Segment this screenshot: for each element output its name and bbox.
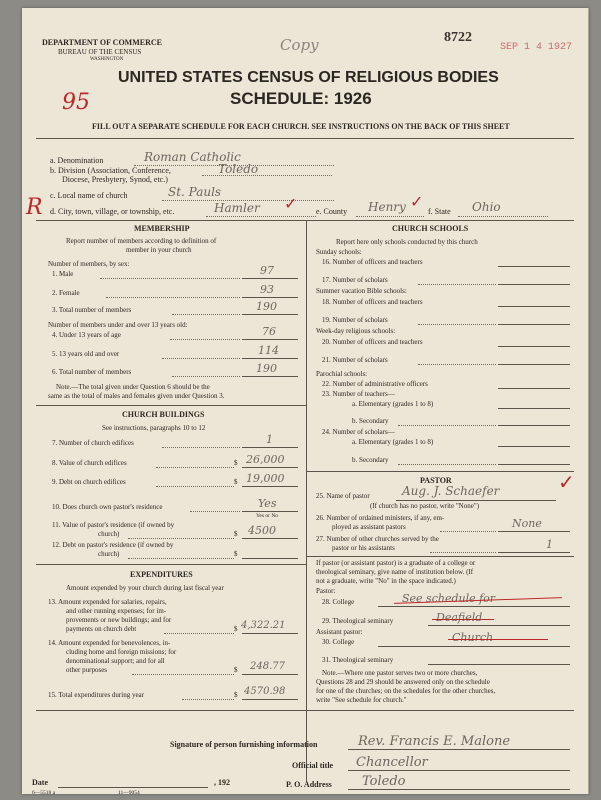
q11-answer-line bbox=[242, 538, 298, 539]
q19-leader bbox=[418, 324, 496, 325]
q6-answer-line bbox=[242, 376, 298, 377]
general-instruction: FILL OUT A SEPARATE SCHEDULE FOR EACH CHURCH. SEE INSTRUCTIONS ON THE BACK OF THIS SHEET bbox=[92, 122, 510, 131]
q25-value: Aug. J. Schaefer bbox=[402, 484, 500, 498]
received-date-stamp: SEP 1 4 1927 bbox=[500, 42, 573, 53]
membership-sub-1: Report number of members according to definition of bbox=[66, 237, 217, 245]
q11-dollar: $ bbox=[234, 530, 238, 538]
check-mark-pastor: ✓ bbox=[558, 472, 575, 494]
q23b-leader bbox=[398, 425, 496, 426]
city-town-label: d. City, town, village, or township, etc. bbox=[50, 207, 175, 216]
q8-label: 8. Value of church edifices bbox=[52, 459, 127, 467]
q15-label: 15. Total expenditures during year bbox=[48, 691, 144, 699]
q1-label: 1. Male bbox=[52, 270, 74, 278]
q21-leader bbox=[418, 364, 496, 365]
age-head-label: Number of members under and over 13 years old: bbox=[48, 321, 188, 329]
pastor-note-3: for one of the churches; on the schedules for the other churches, bbox=[316, 687, 496, 695]
membership-bottom-rule bbox=[36, 405, 306, 406]
q10-label: 10. Does church own pastor's residence bbox=[52, 503, 163, 511]
division-label-1: b. Division (Association, Conference, bbox=[50, 166, 171, 175]
q24-label: 24. Number of scholars— bbox=[322, 428, 395, 436]
pastor-note-2: Questions 28 and 29 should be answered only on the schedule bbox=[316, 678, 490, 686]
q28-answer-line bbox=[378, 606, 570, 607]
q16-label: 16. Number of officers and teachers bbox=[322, 258, 423, 266]
q26-answer-line bbox=[498, 531, 570, 532]
check-mark-city: ✓ bbox=[284, 196, 298, 213]
q13-label-4: payments on church debt bbox=[66, 625, 137, 633]
q14-value: 248.77 bbox=[250, 661, 285, 672]
q15-dollar: $ bbox=[234, 691, 238, 699]
q21-label: 21. Number of scholars bbox=[322, 356, 388, 364]
denomination-label: a. Denomination bbox=[50, 156, 104, 165]
q25-answer-line bbox=[396, 500, 556, 501]
city-value: Hamler bbox=[214, 201, 260, 215]
q31-label: 31. Theological seminary bbox=[322, 656, 394, 664]
schools-sub: Report here only schools conducted by this church bbox=[336, 238, 478, 246]
buildings-sub: See instructions, paragraphs 10 to 12 bbox=[102, 424, 206, 432]
official-title-label: Official title bbox=[292, 761, 334, 770]
check-mark-county: ✓ bbox=[410, 194, 424, 211]
q24a-answer-line bbox=[498, 446, 570, 447]
schools-title: CHURCH SCHOOLS bbox=[392, 224, 469, 233]
q14-dollar: $ bbox=[234, 666, 238, 674]
q15-answer-line bbox=[242, 699, 298, 700]
q13-label-3: provements or new buildings; and for bbox=[66, 616, 172, 624]
q27-value: 1 bbox=[546, 538, 553, 551]
q11-leader bbox=[128, 538, 234, 539]
q5-label: 5. 13 years old and over bbox=[52, 350, 120, 358]
q12-label-2: church) bbox=[98, 550, 120, 558]
church-name-label: c. Local name of church bbox=[50, 191, 128, 200]
weekday-schools-label: Week-day religious schools: bbox=[316, 327, 396, 335]
q3-leader bbox=[172, 314, 240, 315]
graduate-note-2: theological seminary, give name of institution below. (If bbox=[316, 568, 474, 576]
q14-answer-line bbox=[242, 674, 298, 675]
q13-value: 4,322.21 bbox=[241, 620, 286, 631]
print-number: 11—9054 bbox=[118, 790, 140, 796]
q5-answer-line bbox=[242, 358, 298, 359]
schedule-number-stamp: 8722 bbox=[444, 30, 472, 45]
graduate-note-3: not a graduate, write "No" in the space indicated.) bbox=[316, 577, 456, 585]
red-r-mark: R bbox=[26, 195, 43, 220]
q26-label-1: 26. Number of ordained ministers, if any, em- bbox=[316, 514, 445, 522]
sunday-schools-label: Sunday schools: bbox=[316, 248, 362, 256]
date-line bbox=[58, 787, 208, 788]
q1-value: 97 bbox=[260, 264, 274, 277]
form-subtitle: SCHEDULE: 1926 bbox=[230, 89, 372, 108]
pastor-note-4: write "See schedule for church." bbox=[316, 696, 407, 704]
q29-red-strikethrough bbox=[432, 619, 494, 620]
county-line bbox=[356, 216, 424, 217]
q25-label: 25. Name of pastor bbox=[316, 492, 370, 500]
assistant-pastor-subhead: Assistant pastor: bbox=[316, 628, 363, 636]
q4-label: 4. Under 13 years of age bbox=[52, 331, 121, 339]
q4-leader bbox=[170, 339, 240, 340]
signature-line bbox=[348, 749, 570, 750]
signature-value: Rev. Francis E. Malone bbox=[358, 734, 511, 749]
q13-dollar: $ bbox=[234, 625, 238, 633]
q14-label-3: denominational support; and for all bbox=[66, 657, 165, 665]
q10-answer-line bbox=[242, 511, 298, 512]
po-address-value: Toledo bbox=[362, 774, 406, 789]
q10-leader bbox=[190, 511, 240, 512]
q25-hint: (If church has no pastor, write "None") bbox=[370, 502, 480, 510]
q23b-answer-line bbox=[498, 425, 570, 426]
q28-value: See schedule for bbox=[402, 592, 496, 605]
red-tally-number: 95 bbox=[62, 90, 90, 115]
q13-label-2: and other running expenses; for im- bbox=[66, 607, 167, 615]
q15-leader bbox=[182, 699, 234, 700]
copy-stamp: Copy bbox=[280, 36, 319, 54]
q23a-answer-line bbox=[498, 408, 570, 409]
year-prefix: , 192 bbox=[214, 778, 230, 787]
q8-answer-line bbox=[242, 467, 298, 468]
q14-label-4: other purposes bbox=[66, 666, 108, 674]
q1-leader bbox=[100, 278, 240, 279]
q14-label-2: cluding home and foreign missions; for bbox=[66, 648, 177, 656]
q9-label: 9. Debt on church edifices bbox=[52, 478, 126, 486]
q29-answer-line bbox=[428, 625, 570, 626]
q4-answer-line bbox=[242, 339, 298, 340]
form-title: UNITED STATES CENSUS OF RELIGIOUS BODIES bbox=[118, 69, 499, 86]
q3-label: 3. Total number of members bbox=[52, 306, 132, 314]
q13-leader bbox=[164, 633, 234, 634]
q23-label: 23. Number of teachers— bbox=[322, 390, 395, 398]
q27-leader bbox=[430, 552, 496, 553]
column-divider bbox=[306, 220, 307, 782]
q6-value: 190 bbox=[256, 362, 277, 375]
q2-label: 2. Female bbox=[52, 289, 80, 297]
q8-leader bbox=[156, 467, 234, 468]
q24b-label: b. Secondary bbox=[352, 456, 389, 464]
membership-title: MEMBERSHIP bbox=[134, 224, 190, 233]
pastor-title: PASTOR bbox=[420, 476, 452, 485]
buildings-title: CHURCH BUILDINGS bbox=[122, 410, 205, 419]
q9-answer-line bbox=[242, 486, 298, 487]
q29-label: 29. Theological seminary bbox=[322, 617, 394, 625]
summer-schools-label: Summer vacation Bible schools: bbox=[316, 287, 407, 295]
state-label: f. State bbox=[428, 207, 451, 216]
yes-or-no-hint: Yes or No bbox=[256, 513, 279, 519]
q15-value: 4570.98 bbox=[244, 686, 286, 697]
q27-answer-line bbox=[498, 552, 570, 553]
membership-note-2: same as the total of males and females given under Question 3. bbox=[48, 392, 225, 400]
city-label: WASHINGTON bbox=[90, 57, 124, 62]
q26-label-2: ployed as assistant pastors bbox=[332, 523, 406, 531]
church-name-value: St. Pauls bbox=[168, 185, 222, 199]
q26-leader bbox=[440, 531, 496, 532]
membership-note-1: Note.—The total given under Question 6 should be the bbox=[56, 383, 210, 391]
q17-leader bbox=[418, 284, 496, 285]
expenditures-sub: Amount expended by your church during last fiscal year bbox=[66, 584, 224, 592]
q4-value: 76 bbox=[262, 325, 276, 338]
graduate-note-1: If pastor (or assistant pastor) is a graduate of a college or bbox=[316, 559, 476, 567]
q23a-label: a. Elementary (grades 1 to 8) bbox=[352, 400, 434, 408]
q20-label: 20. Number of officers and teachers bbox=[322, 338, 423, 346]
date-label: Date bbox=[32, 778, 48, 787]
q11-value: 4500 bbox=[248, 524, 276, 537]
q9-value: 19,000 bbox=[246, 472, 285, 485]
q3-value: 190 bbox=[256, 300, 277, 313]
parochial-schools-label: Parochial schools: bbox=[316, 370, 368, 378]
membership-sub-2: member in your church bbox=[126, 246, 192, 254]
q7-leader bbox=[162, 447, 240, 448]
po-address-line bbox=[348, 789, 570, 790]
buildings-bottom-rule bbox=[36, 564, 306, 565]
q9-dollar: $ bbox=[234, 478, 238, 486]
q17-label: 17. Number of scholars bbox=[322, 276, 388, 284]
official-title-line bbox=[348, 770, 570, 771]
q18-label: 18. Number of officers and teachers bbox=[322, 298, 423, 306]
q22-label: 22. Number of administrative officers bbox=[322, 380, 428, 388]
q13-label-1: 13. Amount expended for salaries, repairs, bbox=[48, 598, 167, 606]
q29-value: Deafield bbox=[436, 611, 483, 624]
q27-label-1: 27. Number of other churches served by the bbox=[316, 535, 439, 543]
q8-dollar: $ bbox=[234, 459, 238, 467]
q14-label-1: 14. Amount expended for benevolences, in- bbox=[48, 639, 171, 647]
county-value: Henry bbox=[368, 200, 406, 214]
q2-answer-line bbox=[242, 297, 298, 298]
by-sex-label: Number of members, by sex: bbox=[48, 260, 130, 268]
q9-leader bbox=[156, 486, 234, 487]
q2-value: 93 bbox=[260, 283, 274, 296]
section-top-rule bbox=[36, 220, 574, 221]
schools-bottom-rule bbox=[306, 471, 574, 472]
q1-answer-line bbox=[242, 278, 298, 279]
q8-value: 26,000 bbox=[246, 453, 285, 466]
header-rule bbox=[36, 138, 574, 139]
q30-answer-line bbox=[378, 646, 570, 647]
q30-label: 30. College bbox=[322, 638, 355, 646]
division-label-2: Diocese, Presbytery, Synod, etc.) bbox=[62, 175, 168, 184]
q18-answer-line bbox=[498, 306, 570, 307]
q24b-answer-line bbox=[498, 464, 570, 465]
pastor-subhead: Pastor: bbox=[316, 587, 336, 595]
pastor-note-1: Note.—Where one pastor serves two or more churches, bbox=[322, 669, 478, 677]
denomination-value: Roman Catholic bbox=[144, 150, 241, 164]
q6-label: 6. Total number of members bbox=[52, 368, 132, 376]
q17-answer-line bbox=[498, 284, 570, 285]
q6-leader bbox=[172, 376, 240, 377]
q21-answer-line bbox=[498, 364, 570, 365]
expenditures-title: EXPENDITURES bbox=[130, 570, 193, 579]
q30-red-strikethrough bbox=[448, 639, 548, 640]
q11-label-1: 11. Value of pastor's residence (if owned by bbox=[52, 521, 175, 529]
q24b-leader bbox=[398, 464, 496, 465]
q27-label-2: pastor or his assistants bbox=[332, 544, 395, 552]
q30-value: Church bbox=[452, 631, 494, 644]
bureau-label: BUREAU OF THE CENSUS bbox=[58, 48, 142, 56]
q24a-label: a. Elementary (grades 1 to 8) bbox=[352, 438, 434, 446]
county-label: e. County bbox=[316, 207, 348, 216]
q22-answer-line bbox=[498, 388, 570, 389]
po-address-label: P. O. Address bbox=[286, 780, 332, 789]
q5-leader bbox=[162, 358, 240, 359]
form-number: 6—5518 a bbox=[32, 790, 56, 796]
q31-answer-line bbox=[428, 664, 570, 665]
q16-answer-line bbox=[498, 266, 570, 267]
q28-label: 28. College bbox=[322, 598, 355, 606]
q19-answer-line bbox=[498, 324, 570, 325]
q26-value: None bbox=[512, 517, 542, 530]
department-label: DEPARTMENT OF COMMERCE bbox=[42, 38, 163, 47]
census-schedule-page bbox=[22, 8, 589, 794]
q7-answer-line bbox=[242, 447, 298, 448]
q7-value: 1 bbox=[266, 433, 273, 446]
q19-label: 19. Number of scholars bbox=[322, 316, 388, 324]
division-value: Toledo bbox=[218, 162, 259, 176]
q23b-label: b. Secondary bbox=[352, 417, 389, 425]
q12-dollar: $ bbox=[234, 550, 238, 558]
official-title-value: Chancellor bbox=[356, 755, 428, 770]
q3-answer-line bbox=[242, 314, 298, 315]
q14-leader bbox=[132, 674, 234, 675]
q5-value: 114 bbox=[258, 344, 279, 357]
q13-answer-line bbox=[242, 633, 298, 634]
q12-answer-line bbox=[242, 558, 298, 559]
state-line bbox=[458, 216, 548, 217]
q12-label-1: 12. Debt on pastor's residence (if owned by bbox=[52, 541, 174, 549]
pastor-inner-rule bbox=[306, 556, 574, 557]
q12-leader bbox=[128, 558, 234, 559]
q20-answer-line bbox=[498, 346, 570, 347]
state-value: Ohio bbox=[472, 200, 501, 214]
q2-leader bbox=[106, 297, 240, 298]
q11-label-2: church) bbox=[98, 530, 120, 538]
q10-value: Yes bbox=[258, 497, 277, 510]
city-line bbox=[206, 216, 316, 217]
columns-bottom-rule bbox=[36, 710, 574, 711]
q7-label: 7. Number of church edifices bbox=[52, 439, 134, 447]
signature-label: Signature of person furnishing information bbox=[170, 740, 318, 749]
